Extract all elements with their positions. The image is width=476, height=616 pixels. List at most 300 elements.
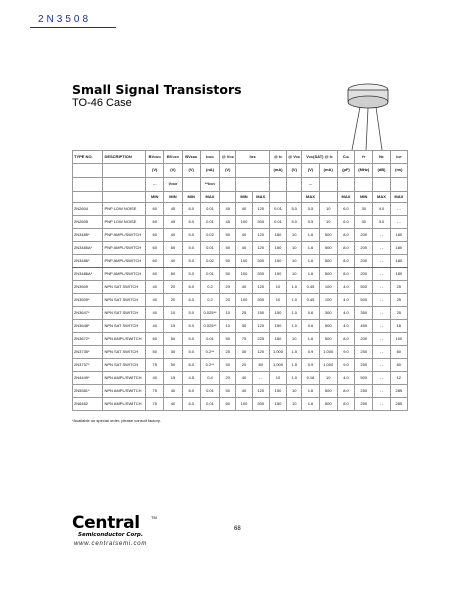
value-cell: 0.9	[302, 359, 319, 372]
value-cell: 120	[252, 385, 269, 398]
value-cell: 500	[319, 385, 337, 398]
value-cell: 5.0	[182, 320, 200, 333]
value-cell: 45	[220, 203, 236, 216]
unit-na: (nA)	[200, 164, 219, 178]
header-max: MAX	[252, 192, 269, 203]
value-cell: 1,000	[319, 346, 337, 359]
value-cell: 40	[146, 294, 164, 307]
description-cell: NPN SAT SWITCH	[103, 359, 146, 372]
value-cell: 50	[164, 333, 182, 346]
value-cell: 500	[319, 229, 337, 242]
value-cell: 0.6	[302, 307, 319, 320]
value-cell: 1.6	[302, 242, 319, 255]
value-cell: 30	[236, 346, 252, 359]
unit-ma: (mA)	[319, 164, 337, 178]
value-cell: 1,000	[269, 359, 286, 372]
value-cell: 5.0	[182, 346, 200, 359]
value-cell: 0.01	[200, 398, 219, 411]
value-cell: 250	[355, 359, 373, 372]
header-max: MAX	[373, 192, 390, 203]
value-cell: 20	[220, 294, 236, 307]
value-cell: 45	[220, 216, 236, 229]
description-cell: PNP AMPL/SWITCH	[103, 255, 146, 268]
value-cell: 40	[236, 229, 252, 242]
type-number-cell: 2N3737*	[73, 359, 103, 372]
value-cell: 10	[287, 229, 302, 242]
value-cell: 300	[252, 255, 269, 268]
value-cell: 150	[269, 268, 286, 281]
value-cell: 0.6	[302, 320, 319, 333]
header-toff: toff	[390, 151, 407, 164]
table-row	[73, 307, 408, 320]
value-cell: 20	[220, 281, 236, 294]
value-cell: 180	[390, 229, 407, 242]
to46-package-illustration	[328, 80, 408, 152]
value-cell: 0.025**	[200, 320, 219, 333]
value-cell: 0.02	[200, 255, 219, 268]
value-cell: 80	[252, 359, 269, 372]
value-cell: 75	[146, 398, 164, 411]
table-row	[73, 255, 408, 268]
value-cell: 10	[319, 216, 337, 229]
unit-v: (V)	[287, 164, 302, 178]
value-cell: 60	[220, 398, 236, 411]
value-cell: 500	[319, 242, 337, 255]
description-cell: NPN SAT SWITCH	[103, 281, 146, 294]
value-cell: 500	[319, 333, 337, 346]
value-cell: 4.0	[337, 281, 354, 294]
value-cell: 500	[319, 398, 337, 411]
value-cell: 1.6	[302, 268, 319, 281]
header-bv-ebo: BVEBO	[182, 151, 200, 164]
type-number-cell: 2N3486*	[73, 255, 103, 268]
value-cell: 60	[146, 268, 164, 281]
value-cell: 100	[236, 268, 252, 281]
value-cell: 60	[146, 229, 164, 242]
value-cell: 5.0	[182, 268, 200, 281]
value-cell: 40	[236, 385, 252, 398]
value-cell: 40	[236, 372, 252, 385]
value-cell: 60	[146, 203, 164, 216]
value-cell: 50	[220, 385, 236, 398]
header-bv-cbo: BVCBO	[146, 151, 164, 164]
value-cell: 300	[319, 307, 337, 320]
header-cob: Cob	[337, 151, 354, 164]
table-row	[73, 268, 408, 281]
value-cell: 1.0	[287, 307, 302, 320]
value-cell: 285	[390, 398, 407, 411]
value-cell: 500	[355, 372, 373, 385]
value-cell: 15	[164, 372, 182, 385]
value-cell: 120	[252, 242, 269, 255]
value-cell: 1.0	[287, 294, 302, 307]
type-number-cell: 2N3509*	[73, 294, 103, 307]
value-cell: 0.2	[200, 294, 219, 307]
value-cell: 20	[164, 281, 182, 294]
header-min: MIN	[236, 192, 252, 203]
header-description: DESCRIPTION	[103, 151, 146, 164]
value-cell: 1.6	[302, 385, 319, 398]
header-min: MIN	[164, 192, 182, 203]
value-cell: 6.0	[337, 203, 354, 216]
value-cell: 18	[390, 320, 407, 333]
value-cell: 5.0	[182, 255, 200, 268]
value-cell: 20	[164, 294, 182, 307]
value-cell: 50	[220, 333, 236, 346]
value-cell: 40	[164, 398, 182, 411]
value-cell: 60	[164, 268, 182, 281]
description-cell: NPN AMPL/SWITCH	[103, 333, 146, 346]
value-cell: 100	[390, 333, 407, 346]
value-cell: 1,000	[319, 359, 337, 372]
value-cell: 8.0	[337, 398, 354, 411]
value-cell: 300	[252, 216, 269, 229]
header-min: MIN	[146, 192, 164, 203]
value-cell: 8.0	[337, 242, 354, 255]
value-cell: 10	[269, 372, 286, 385]
value-cell: 3.0	[373, 216, 390, 229]
value-cell: 300	[252, 398, 269, 411]
value-cell: 0.9	[302, 346, 319, 359]
value-cell: 120	[252, 229, 269, 242]
value-cell: 8.0	[337, 229, 354, 242]
type-number-cell: 2N3647*	[73, 307, 103, 320]
description-cell: NPN SAT SWITCH	[103, 346, 146, 359]
value-cell: 100	[236, 294, 252, 307]
value-cell: 100	[236, 398, 252, 411]
value-cell: 60	[146, 333, 164, 346]
type-number-cell: 2N3672*	[73, 333, 103, 346]
type-number-cell: 2N6462	[73, 398, 103, 411]
value-cell: 1,000	[269, 346, 286, 359]
value-cell: 50	[164, 359, 182, 372]
value-cell: - -	[373, 281, 390, 294]
value-cell: 40	[146, 320, 164, 333]
value-cell: 50	[220, 268, 236, 281]
type-number-cell: 2N2605	[73, 216, 103, 229]
value-cell: 10	[287, 255, 302, 268]
header-dots: …	[302, 178, 319, 192]
value-cell: 8.0	[337, 255, 354, 268]
value-cell: 4.0	[337, 320, 354, 333]
value-cell: 0.01	[200, 268, 219, 281]
value-cell: 200	[355, 268, 373, 281]
page-subtitle: TO-46 Case	[72, 97, 132, 109]
value-cell: 75	[146, 359, 164, 372]
type-number-cell: 2N3736*	[73, 346, 103, 359]
header-hfe: hFE	[236, 151, 270, 164]
value-cell: 60	[146, 216, 164, 229]
header-at-ic: @ IC	[269, 151, 286, 164]
value-cell: 50	[146, 346, 164, 359]
value-cell: - -	[373, 294, 390, 307]
value-cell: 10	[287, 398, 302, 411]
value-cell: 8.0	[337, 268, 354, 281]
table-row	[73, 385, 408, 398]
table-row	[73, 281, 408, 294]
table-row	[73, 229, 408, 242]
unit-v: (V)	[302, 164, 319, 178]
value-cell: 0.01	[200, 385, 219, 398]
value-cell: 30	[236, 320, 252, 333]
value-cell: 1.5	[287, 359, 302, 372]
value-cell: 10	[220, 307, 236, 320]
value-cell: 150	[269, 333, 286, 346]
value-cell: 40	[164, 385, 182, 398]
value-cell: 4.0	[337, 307, 354, 320]
value-cell: 250	[355, 346, 373, 359]
description-cell: NPN AMPL/SWITCH	[103, 398, 146, 411]
header-max: MAX	[302, 192, 319, 203]
value-cell: 150	[269, 242, 286, 255]
table-row	[73, 203, 408, 216]
type-number-cell: 2N3485A*	[73, 242, 103, 255]
value-cell: 100	[319, 281, 337, 294]
value-cell: 6.0	[337, 216, 354, 229]
header-max: MAX	[390, 192, 407, 203]
description-cell: NPN SAT SWITCH	[103, 307, 146, 320]
value-cell: 6.0	[182, 203, 200, 216]
value-cell: 10	[164, 307, 182, 320]
table-row	[73, 242, 408, 255]
value-cell: 120	[252, 320, 269, 333]
value-cell: 40	[164, 229, 182, 242]
value-cell: 60	[146, 255, 164, 268]
value-cell: 9.0	[337, 346, 354, 359]
value-cell: 0.01	[200, 216, 219, 229]
unit-db: (dB)	[373, 164, 390, 178]
value-cell: 285	[390, 385, 407, 398]
value-cell: 0.45	[302, 294, 319, 307]
value-cell: 75	[236, 333, 252, 346]
value-cell: 6.0	[182, 294, 200, 307]
value-cell: 40	[236, 203, 252, 216]
value-cell: 225	[252, 333, 269, 346]
description-cell: PNP AMPL/SWITCH	[103, 268, 146, 281]
value-cell: 1.0	[287, 372, 302, 385]
value-cell: 8.0	[337, 385, 354, 398]
value-cell: 1.6	[302, 333, 319, 346]
type-number-cell: 2N5581*	[73, 385, 103, 398]
header-ft: fT	[355, 151, 373, 164]
header-at-vce: @ VCE	[287, 151, 302, 164]
type-number-cell: 2N2604	[73, 203, 103, 216]
value-cell: - -	[373, 307, 390, 320]
header-i-cbo: ICBO	[200, 151, 219, 164]
value-cell: 20	[220, 372, 236, 385]
transistor-spec-table	[72, 150, 408, 411]
table-row	[73, 320, 408, 333]
value-cell: 1.6	[302, 255, 319, 268]
value-cell: 6.0	[182, 281, 200, 294]
value-cell: 180	[390, 268, 407, 281]
value-cell: 4.0	[373, 203, 390, 216]
value-cell: 180	[390, 255, 407, 268]
value-cell: 30	[164, 346, 182, 359]
value-cell: 10	[269, 281, 286, 294]
header-icev: **ICEV	[200, 178, 219, 192]
value-cell: 150	[269, 398, 286, 411]
value-cell: 6.0	[182, 359, 200, 372]
value-cell: 0.01	[200, 203, 219, 216]
value-cell: 45	[164, 216, 182, 229]
value-cell: - -	[373, 346, 390, 359]
value-cell: 10	[287, 242, 302, 255]
unit-v: (V)	[182, 164, 200, 178]
value-cell: 60	[146, 242, 164, 255]
logo-subtitle: Semiconductor Corp.	[78, 532, 143, 538]
value-cell: 200	[355, 333, 373, 346]
value-cell: 5.0	[287, 203, 302, 216]
header-max: MAX	[337, 192, 354, 203]
unit-v: (V)	[146, 164, 164, 178]
value-cell: 500	[319, 255, 337, 268]
value-cell: 30	[355, 216, 373, 229]
value-cell: - -	[373, 385, 390, 398]
value-cell: 9.0	[337, 359, 354, 372]
value-cell: 250	[355, 398, 373, 411]
value-cell: 15	[164, 320, 182, 333]
website-url: www.centralsemi.com	[74, 541, 148, 547]
value-cell: 25	[390, 281, 407, 294]
unit-mhz: (MHz)	[355, 164, 373, 178]
value-cell: 0.025**	[200, 307, 219, 320]
value-cell: 4.0	[337, 294, 354, 307]
value-cell: 150	[269, 385, 286, 398]
value-cell: 150	[269, 307, 286, 320]
value-cell: 1.5	[287, 346, 302, 359]
value-cell: 120	[252, 346, 269, 359]
part-number-header: 2N3508	[38, 14, 92, 25]
description-cell: NPN AMPL/SWITCH	[103, 372, 146, 385]
value-cell: 150	[269, 255, 286, 268]
value-cell: 100	[319, 294, 337, 307]
header-nf: NF	[373, 151, 390, 164]
description-cell: NPN SAT SWITCH	[103, 320, 146, 333]
logo-trademark: TM	[151, 515, 157, 520]
value-cell: 0.45	[302, 281, 319, 294]
value-cell: 4.0	[337, 372, 354, 385]
type-number-cell: 2N3509	[73, 281, 103, 294]
type-number-cell: 2N4449*	[73, 372, 103, 385]
header-min: MIN	[355, 192, 373, 203]
value-cell: 10	[287, 268, 302, 281]
value-cell: 200	[355, 242, 373, 255]
value-cell: 6.0	[182, 385, 200, 398]
value-cell: 40	[236, 242, 252, 255]
header-max: MAX	[200, 192, 219, 203]
value-cell: 40	[220, 359, 236, 372]
table-row	[73, 294, 408, 307]
value-cell: 25	[236, 307, 252, 320]
value-cell: 25	[220, 346, 236, 359]
page-number: 68	[234, 526, 241, 532]
value-cell: 20	[236, 359, 252, 372]
value-cell: 10	[269, 294, 286, 307]
value-cell: 1.0	[287, 281, 302, 294]
value-cell: 25	[390, 294, 407, 307]
value-cell: 30	[355, 203, 373, 216]
type-number-cell: 2N3648*	[73, 320, 103, 333]
value-cell: 50	[220, 255, 236, 268]
value-cell: 0.02	[200, 229, 219, 242]
header-min: MIN	[182, 192, 200, 203]
value-cell: 1.0	[287, 320, 302, 333]
value-cell: - -	[373, 229, 390, 242]
table-row	[73, 398, 408, 411]
value-cell: 40	[146, 372, 164, 385]
value-cell: 120	[252, 281, 269, 294]
unit-v: (V)	[220, 164, 236, 178]
value-cell: 12	[390, 372, 407, 385]
value-cell: 0.2	[200, 281, 219, 294]
value-cell: - -	[373, 255, 390, 268]
value-cell: 0.5	[302, 203, 319, 216]
value-cell: 150	[269, 320, 286, 333]
unit-ns: (ns)	[390, 164, 407, 178]
value-cell: 350	[355, 307, 373, 320]
value-cell: 45	[164, 203, 182, 216]
value-cell: 0.2**	[200, 346, 219, 359]
value-cell: - -	[373, 398, 390, 411]
value-cell: 0.5	[302, 216, 319, 229]
value-cell: 180	[390, 242, 407, 255]
value-cell: 40	[164, 255, 182, 268]
value-cell: 50	[220, 242, 236, 255]
unit-ma: (mA)	[269, 164, 286, 178]
header-dots: …	[146, 178, 164, 192]
header-type-no: TYPE NO.	[73, 151, 103, 164]
value-cell: - -	[373, 242, 390, 255]
value-cell: 500	[355, 294, 373, 307]
value-cell: 40	[236, 281, 252, 294]
description-cell: NPN SAT SWITCH	[103, 294, 146, 307]
value-cell: 150	[252, 307, 269, 320]
value-cell: 5.0	[182, 333, 200, 346]
value-cell: - -	[373, 359, 390, 372]
value-cell: - -	[373, 333, 390, 346]
value-cell: 10	[287, 333, 302, 346]
value-cell: 300	[252, 294, 269, 307]
value-cell: 40	[146, 281, 164, 294]
description-cell: NPN AMPL/SWITCH	[103, 385, 146, 398]
value-cell: 1.6	[302, 229, 319, 242]
description-cell: PNP AMPL/SWITCH	[103, 229, 146, 242]
value-cell: 450	[355, 320, 373, 333]
value-cell: 120	[252, 203, 269, 216]
value-cell: 10	[319, 372, 337, 385]
table-row	[73, 333, 408, 346]
value-cell: 5.0	[287, 216, 302, 229]
value-cell: - -	[373, 268, 390, 281]
value-cell: 0.01	[200, 242, 219, 255]
value-cell: 75	[146, 385, 164, 398]
value-cell: 200	[355, 229, 373, 242]
page-title: Small Signal Transistors	[72, 82, 242, 97]
value-cell: 10	[319, 203, 337, 216]
header-at-vcb: @ VCB	[220, 151, 236, 164]
type-number-cell: 2N3485*	[73, 229, 103, 242]
value-cell: 60	[390, 359, 407, 372]
central-logo: Central	[72, 513, 140, 533]
value-cell: - -	[252, 372, 269, 385]
value-cell: 0.2**	[200, 359, 219, 372]
value-cell: 25	[390, 307, 407, 320]
value-cell: 0.4	[200, 372, 219, 385]
footnote: *Available on special order, please consult factory.	[72, 418, 161, 423]
value-cell: - -	[373, 320, 390, 333]
table-row	[73, 359, 408, 372]
